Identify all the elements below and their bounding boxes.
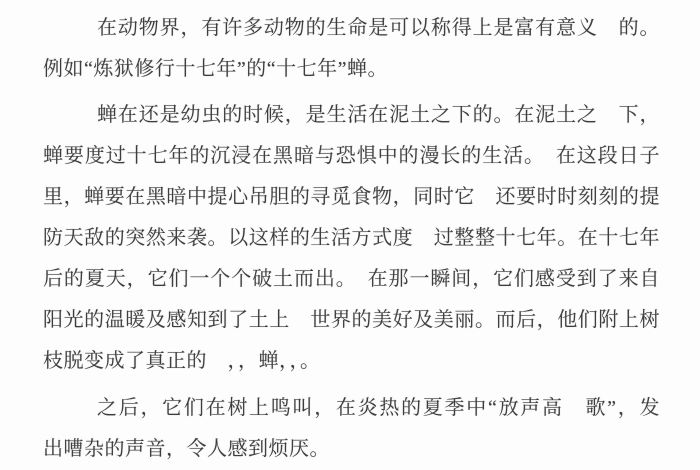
text-line: 蝉在还是幼虫的时候，是生活在泥土之下的。在泥土之 下， [97, 104, 660, 126]
text-line: 出嘈杂的声音，令人感到烦厌。 [43, 438, 330, 460]
text-line: 里，蝉要在黑暗中提心吊胆的寻觅食物，同时它 还要时时刻刻的提 [43, 186, 660, 208]
text-line: 例如“炼狱修行十七年”的“十七年”蝉。 [43, 58, 389, 80]
text-line: 在动物界，有许多动物的生命是可以称得上是富有意义 的。 [97, 17, 660, 39]
text-line: 蝉要度过十七年的沉浸在黑暗与恐惧中的漫长的生活。 在这段日子 [43, 145, 660, 167]
text-line: 防天敌的突然来袭。以这样的生活方式度 过整整十七年。在十七年 [43, 227, 660, 249]
text-line: 阳光的温暖及感知到了土上 世界的美好及美丽。而后，他们附上树 [43, 309, 660, 331]
text-line: 后的夏天，它们一个个破土而出。 在那一瞬间，它们感受到了来自 [43, 268, 660, 290]
text-line: 之后，它们在树上鸣叫，在炎热的夏季中“放声高 歌”，发 [97, 397, 660, 419]
paragraph-intro [43, 8, 660, 90]
text-line: 枝脱变成了真正的 ，，蝉，，。 [43, 350, 321, 372]
paragraph-closing [43, 388, 660, 470]
paragraph-body [43, 95, 660, 382]
